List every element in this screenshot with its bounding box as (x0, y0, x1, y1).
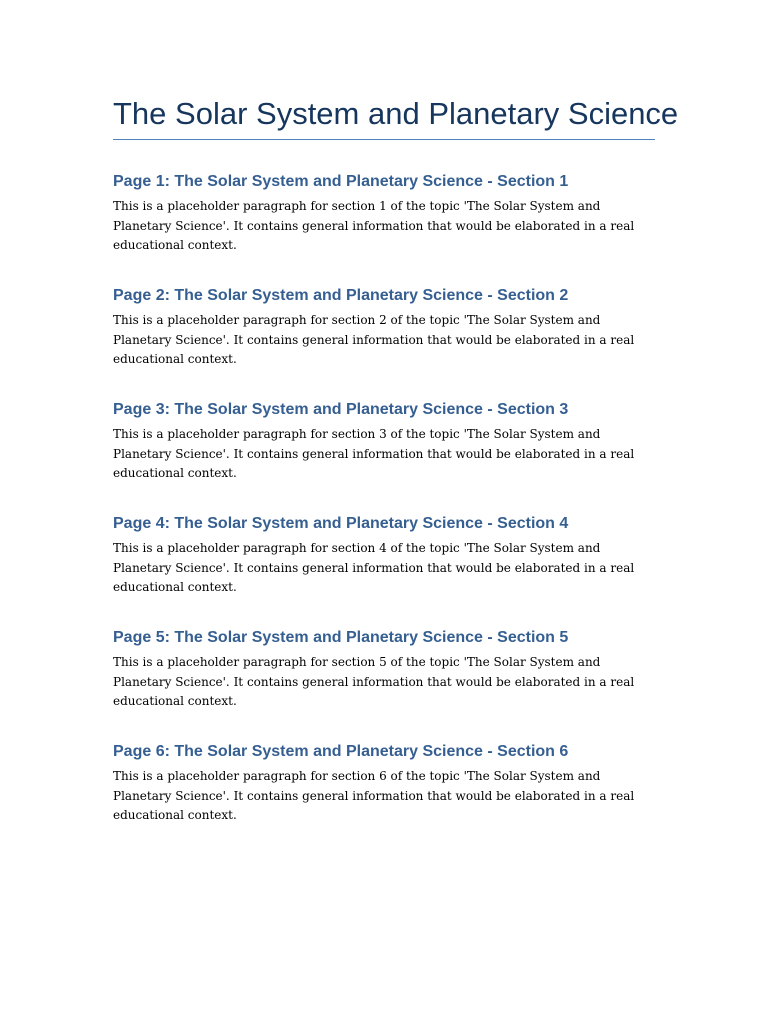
section-heading: Page 2: The Solar System and Planetary Science - Section 2 (113, 287, 569, 304)
section-paragraph: This is a placeholder paragraph for section 1 of the topic 'The Solar System and Planetary Science'. It contains general information that would be elaborated in a real educational context. (113, 199, 635, 252)
section-paragraph: This is a placeholder paragraph for section 3 of the topic 'The Solar System and Planetary Science'. It contains general information that would be elaborated in a real educational context. (113, 427, 635, 480)
section-paragraph: This is a placeholder paragraph for section 2 of the topic 'The Solar System and Planetary Science'. It contains general information that would be elaborated in a real educational context. (113, 313, 635, 366)
section-heading: Page 4: The Solar System and Planetary Science - Section 4 (113, 515, 569, 532)
document-title: The Solar System and Planetary Science (113, 96, 679, 131)
section-4 (113, 513, 655, 627)
section-1 (113, 171, 655, 285)
title-underline-divider (113, 139, 655, 140)
section-paragraph: This is a placeholder paragraph for section 6 of the topic 'The Solar System and Planetary Science'. It contains general information that would be elaborated in a real educational context. (113, 769, 635, 822)
section-2 (113, 285, 655, 399)
sections-list (113, 171, 655, 855)
section-paragraph: This is a placeholder paragraph for section 5 of the topic 'The Solar System and Planetary Science'. It contains general information that would be elaborated in a real educational context. (113, 655, 635, 708)
section-heading: Page 6: The Solar System and Planetary Science - Section 6 (113, 743, 569, 760)
section-heading: Page 1: The Solar System and Planetary Science - Section 1 (113, 173, 569, 190)
section-3 (113, 399, 655, 513)
section-6 (113, 741, 655, 855)
section-5 (113, 627, 655, 741)
section-heading: Page 3: The Solar System and Planetary Science - Section 3 (113, 401, 569, 418)
section-heading: Page 5: The Solar System and Planetary Science - Section 5 (113, 629, 569, 646)
section-paragraph: This is a placeholder paragraph for section 4 of the topic 'The Solar System and Planetary Science'. It contains general information that would be elaborated in a real educational context. (113, 541, 635, 594)
